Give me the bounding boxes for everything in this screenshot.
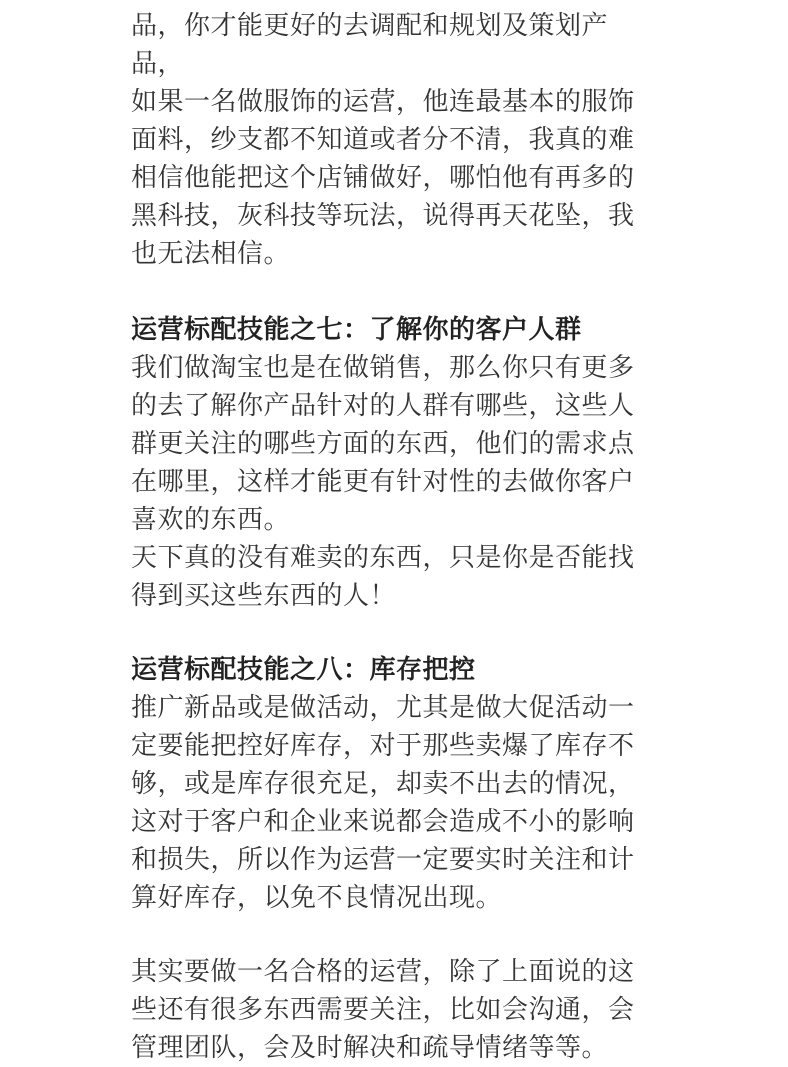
paragraph-line: 其实要做一名合格的运营，除了上面说的这 bbox=[131, 957, 635, 987]
paragraph-line: 管理团队，会及时解决和疏导情绪等等。 bbox=[131, 1033, 609, 1063]
paragraph-line: 品， bbox=[131, 49, 185, 79]
paragraph-line: 定要能把控好库存，对于那些卖爆了库存不 bbox=[131, 731, 635, 761]
paragraph-line: 算好库存，以免不良情况出现。 bbox=[131, 883, 503, 913]
paragraph-line: 黑科技，灰科技等玩法，说得再天花坠，我 bbox=[131, 201, 635, 231]
paragraph-line: 的去了解你产品针对的人群有哪些，这些人 bbox=[131, 391, 635, 421]
section-heading-eight: 运营标配技能之八：库存把控 bbox=[131, 655, 476, 685]
paragraph-line: 推广新品或是做活动，尤其是做大促活动一 bbox=[131, 693, 635, 723]
paragraph-line: 够，或是库存很充足，却卖不出去的情况， bbox=[131, 769, 635, 799]
paragraph-line: 在哪里，这样才能更有针对性的去做你客户 bbox=[131, 467, 635, 497]
paragraph-line: 这对于客户和企业来说都会造成不小的影响 bbox=[131, 807, 635, 837]
paragraph-line: 面料，纱支都不知道或者分不清，我真的难 bbox=[131, 125, 635, 155]
paragraph-line: 天下真的没有难卖的东西，只是你是否能找 bbox=[131, 543, 635, 573]
paragraph-line: 喜欢的东西。 bbox=[131, 505, 291, 535]
paragraph-line: 和损失，所以作为运营一定要实时关注和计 bbox=[131, 845, 635, 875]
paragraph-line: 相信他能把这个店铺做好，哪怕他有再多的 bbox=[131, 163, 635, 193]
paragraph-line: 品，你才能更好的去调配和规划及策划产 bbox=[131, 11, 609, 41]
section-heading-seven: 运营标配技能之七：了解你的客户人群 bbox=[131, 315, 582, 345]
paragraph-line: 我们做淘宝也是在做销售，那么你只有更多 bbox=[131, 353, 635, 383]
paragraph-line: 得到买这些东西的人！ bbox=[131, 581, 397, 611]
paragraph-line: 群更关注的哪些方面的东西，他们的需求点 bbox=[131, 429, 635, 459]
paragraph-line: 如果一名做服饰的运营，他连最基本的服饰 bbox=[131, 87, 635, 117]
paragraph-line: 也无法相信。 bbox=[131, 239, 291, 269]
paragraph-line: 些还有很多东西需要关注，比如会沟通，会 bbox=[131, 995, 635, 1025]
